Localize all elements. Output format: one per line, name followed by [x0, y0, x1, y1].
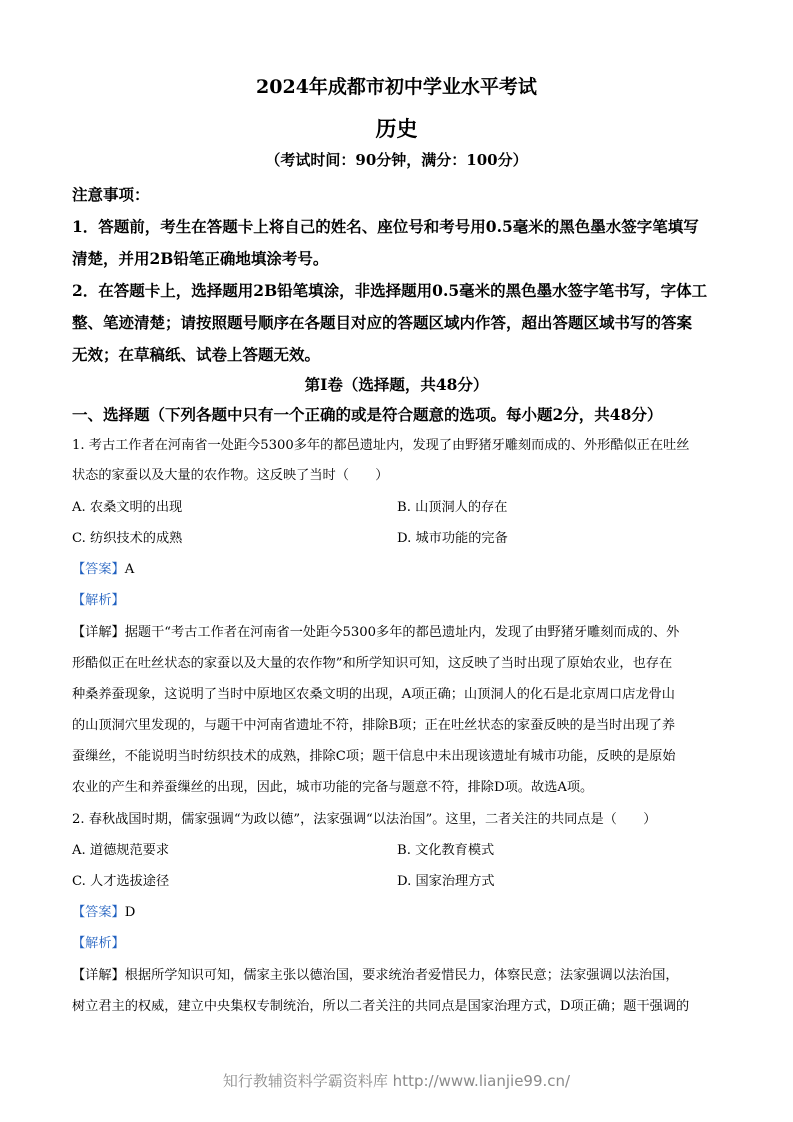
detail-tag: 【详解】	[72, 625, 125, 640]
q2-option-a: A. 道德规范要求	[72, 843, 170, 858]
exam-info: （考试时间：90分钟，满分：100分）	[265, 151, 528, 169]
notice-line: 无效；在草稿纸、试卷上答题无效。	[72, 345, 321, 364]
q1-detail-line	[72, 621, 679, 640]
q1-detail-line: 形酷似正在吐丝状态的家蚕以及大量的农作物”和所学知识可知，这反映了当时出现了原始农业，也存在	[72, 656, 673, 671]
q1-detail-line: 农业的产生和养蚕缫丝的出现，因此，城市功能的完备与题意不符，排除D项。故选A项。	[72, 780, 594, 795]
q2-analysis-tag: 【解析】	[72, 936, 125, 951]
q1-option-d: D. 城市功能的完备	[397, 531, 508, 546]
q1-stem-line: 1. 考古工作者在河南省一处距今5300多年的都邑遗址内，发现了由野猪牙雕刻而成的、外形酷似正在吐丝	[72, 438, 690, 453]
detail-tag: 【详解】	[72, 968, 125, 983]
q2-option-d: D. 国家治理方式	[397, 874, 495, 889]
notice-line: 1．答题前，考生在答题卡上将自己的姓名、座位号和考号用0.5毫米的黑色墨水签字笔填写	[72, 217, 699, 236]
notice-line: 整、笔迹清楚；请按照题号顺序在各题目对应的答题区域内作答，超出答题区域书写的答案	[72, 313, 693, 332]
q1-stem-line: 状态的家蚕以及大量的农作物。这反映了当时（ ）	[72, 468, 389, 483]
q2-answer	[72, 901, 135, 920]
answer-tag: 【答案】	[72, 562, 125, 577]
q1-analysis-tag: 【解析】	[72, 593, 125, 608]
q1-detail-line: 蚕缫丝，不能说明当时纺织技术的成熟，排除C项；题干信息中未出现该遗址有城市功能，反映的是原始	[72, 749, 676, 764]
q2-stem-line: 2. 春秋战国时期，儒家强调“为政以德”，法家强调“以法治国”。这里，二者关注的共同点是（ ）	[72, 812, 657, 827]
section-heading: 一、选择题（下列各题中只有一个正确的或是符合题意的选项。每小题2分，共48分）	[72, 405, 663, 424]
detail-text: 据题干“考古工作者在河南省一处距今5300多年的都邑遗址内，发现了由野猪牙雕刻而成的、外	[124, 625, 680, 640]
detail-text: 根据所学知识可知，儒家主张以德治国，要求统治者爱惜民力，体察民意；法家强调以法治国，	[124, 968, 679, 983]
q2-option-b: B. 文化教育模式	[397, 843, 495, 858]
footer-watermark: 知行教辅资料学霸资料库 http://www.lianjie99.cn/	[222, 1072, 571, 1090]
q1-detail-line: 的山顶洞穴里发现的，与题干中河南省遗址不符，排除B项；正在吐丝状态的家蚕反映的是当时出现了养	[72, 718, 676, 733]
answer-value: A	[124, 562, 135, 577]
notice-heading: 注意事项：	[72, 185, 150, 204]
q1-option-b: B. 山顶洞人的存在	[397, 500, 508, 515]
answer-value: D	[124, 905, 136, 920]
q2-detail-line	[72, 964, 679, 983]
answer-tag: 【答案】	[72, 905, 125, 920]
q1-option-a: A. 农桑文明的出现	[72, 500, 183, 515]
q2-detail-line: 树立君主的权威，建立中央集权专制统治，所以二者关注的共同点是国家治理方式，D项正确；题干强调的	[72, 999, 690, 1014]
subject-title: 历史	[375, 116, 418, 141]
part-title: 第Ⅰ卷（选择题，共48分）	[304, 375, 489, 394]
q1-answer	[72, 558, 134, 577]
q1-option-c: C. 纺织技术的成熟	[72, 531, 183, 546]
notice-line: 清楚，并用2B铅笔正确地填涂考号。	[72, 249, 329, 268]
q1-detail-line: 种桑养蚕现象，这说明了当时中原地区农桑文明的出现，A项正确；山顶洞人的化石是北京周口店龙骨山	[72, 687, 675, 702]
exam-title: 2024年成都市初中学业水平考试	[256, 76, 537, 98]
notice-line: 2．在答题卡上，选择题用2B铅笔填涂，非选择题用0.5毫米的黑色墨水签字笔书写，字体工	[72, 281, 708, 300]
q2-option-c: C. 人才选拔途径	[72, 874, 170, 889]
